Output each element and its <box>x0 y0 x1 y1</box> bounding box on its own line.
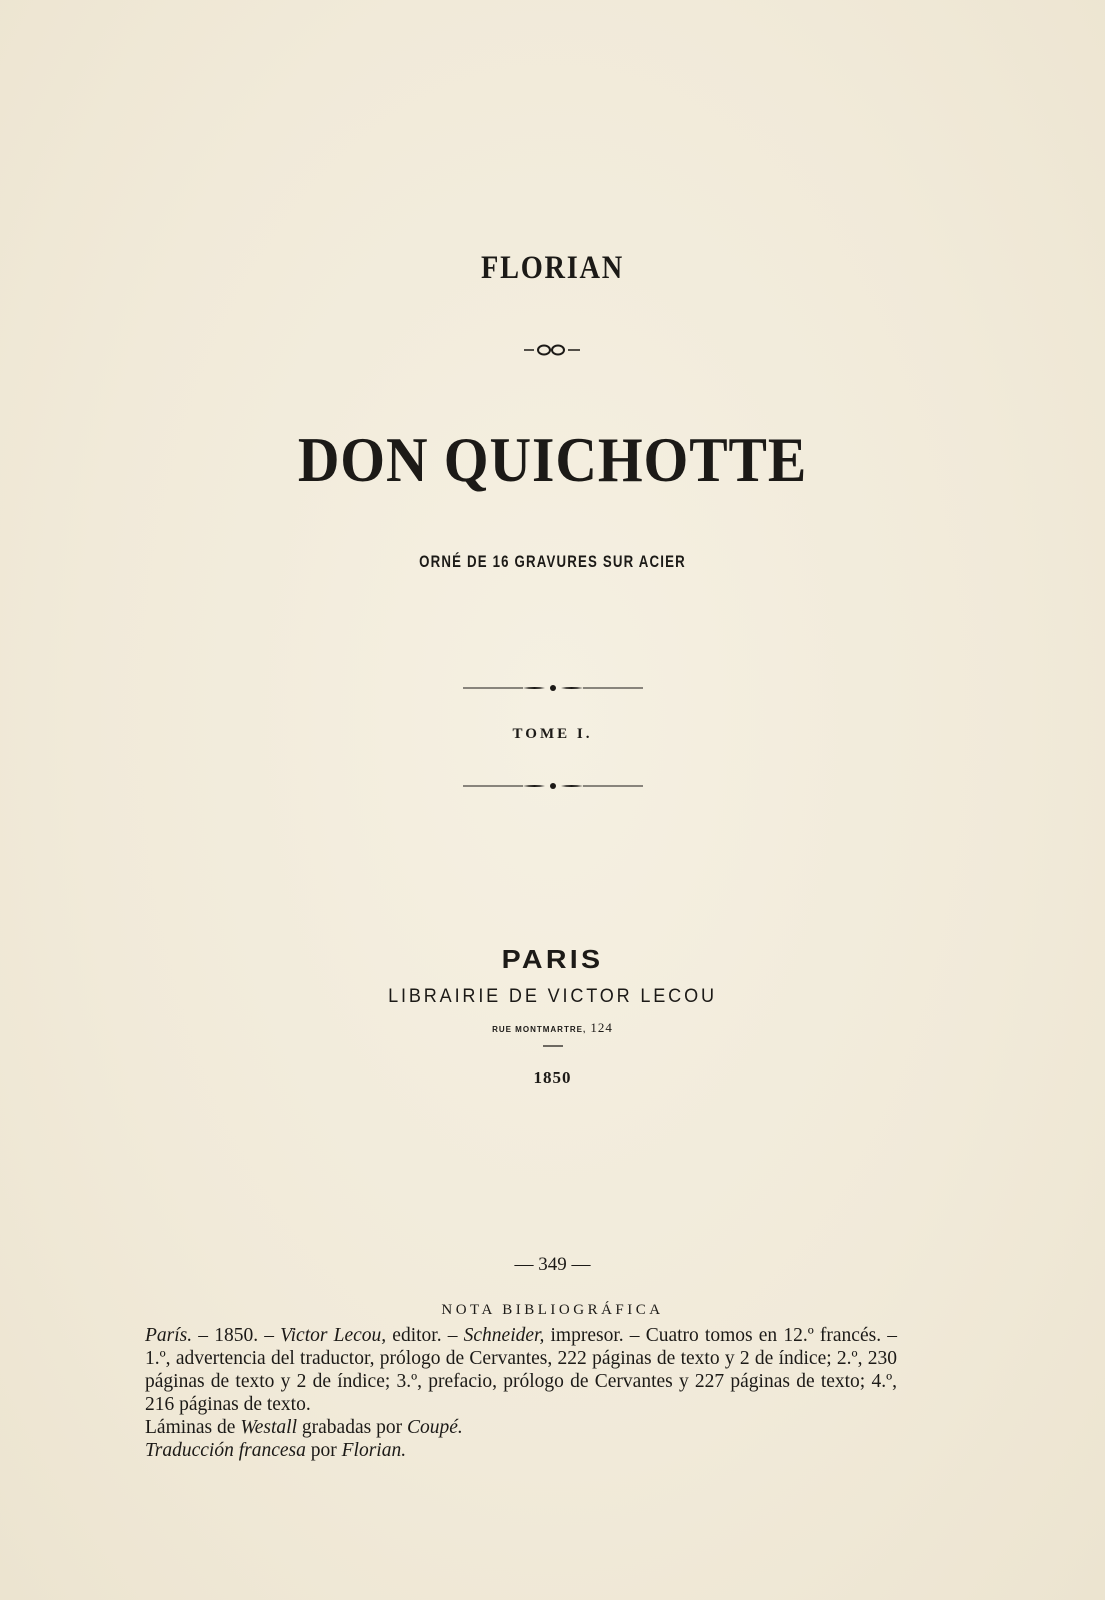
address-street: RUE MONTMARTRE, <box>492 1025 587 1034</box>
publication-year: 1850 <box>533 1068 572 1087</box>
page-number: — 349 — <box>514 1254 591 1275</box>
author-name: FLORIAN <box>481 250 624 286</box>
address-number: 124 <box>590 1020 613 1035</box>
volume-label: TOME I. <box>512 726 593 742</box>
note-translation: Traducción francesa <box>145 1440 306 1461</box>
ornament-small <box>0 340 1105 360</box>
note-heading: NOTA BIBLIOGRÁFICA <box>441 1302 664 1318</box>
short-divider <box>0 1043 1105 1049</box>
note-paragraph-translation <box>145 1439 897 1462</box>
note-text: por <box>305 1440 342 1461</box>
note-text: Láminas de <box>145 1417 241 1438</box>
note-editor: Victor Lecou, <box>280 1325 387 1346</box>
publisher-name: LIBRAIRIE DE VICTOR LECOU <box>388 986 717 1007</box>
ornamental-rule-bottom <box>0 778 1105 794</box>
publication-city: PARIS <box>501 944 604 974</box>
note-text: impresor. – Cuatro tomos en 12.º francés. – 1.º, advertencia del traductor, prólogo de Cervantes, 222 páginas de texto y 2 de índice; 2.º, 230 páginas de texto y 2 de índice; 3.º, prefacio, prólogo de Cervantes y 227 páginas de texto; 4.º, 216 páginas de texto. <box>145 1325 897 1415</box>
ornamental-rule-top <box>0 680 1105 696</box>
note-text: grabadas por <box>297 1417 407 1438</box>
note-artist: Westall <box>240 1417 298 1438</box>
note-paragraph-edition <box>145 1324 897 1416</box>
bibliographic-note <box>145 1324 897 1462</box>
note-text: editor. – <box>386 1325 464 1346</box>
book-title: DON QUICHOTTE <box>297 424 808 495</box>
note-engraver: Coupé. <box>406 1417 463 1438</box>
publisher-address <box>0 1020 1105 1036</box>
note-text: – 1850. – <box>192 1325 281 1346</box>
note-city: París. <box>145 1325 193 1346</box>
note-paragraph-plates <box>145 1416 897 1439</box>
note-printer: Schneider, <box>463 1325 545 1346</box>
note-translator: Florian. <box>341 1440 407 1461</box>
book-subtitle: ORNÉ DE 16 GRAVURES SUR ACIER <box>419 552 686 571</box>
